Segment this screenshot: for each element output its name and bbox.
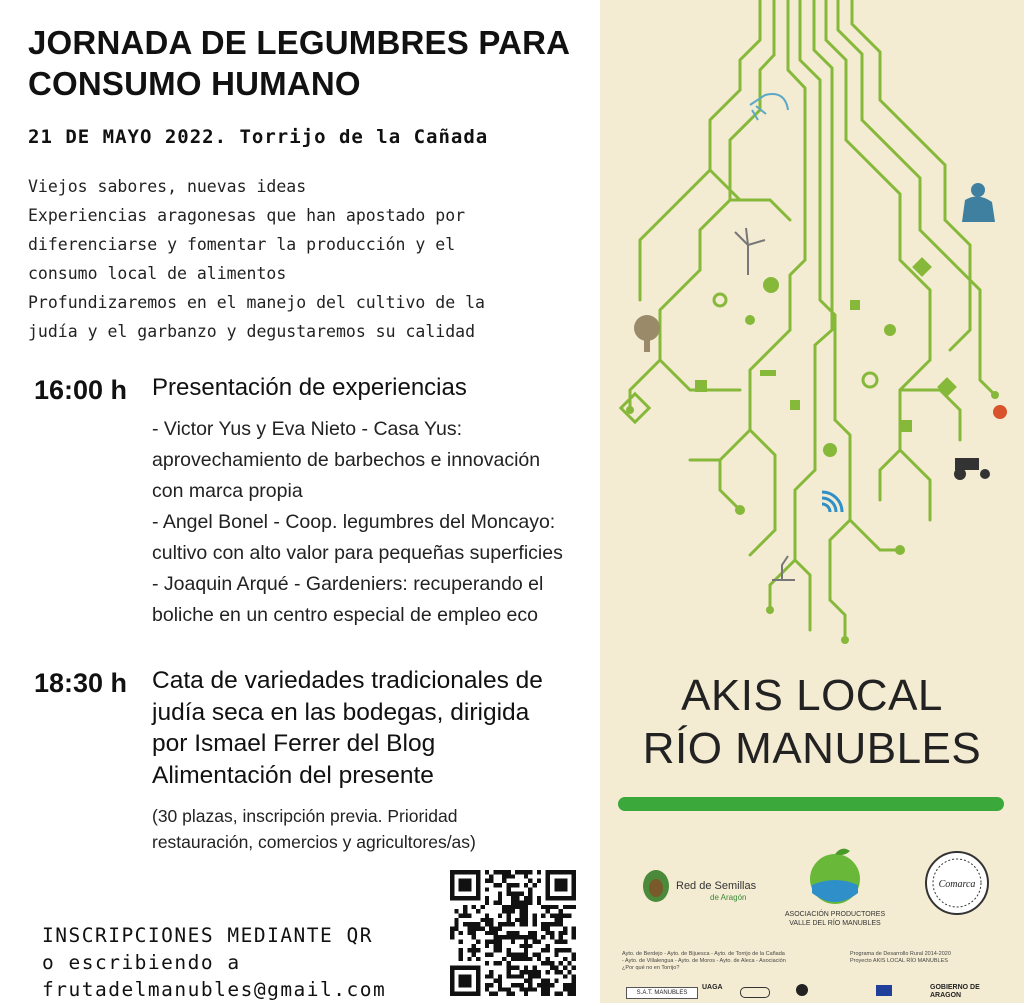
- logo-text-line: VALLE DEL RÍO MANUBLES: [789, 920, 881, 927]
- qr-code[interactable]: [450, 870, 576, 996]
- title-line-2: CONSUMO HUMANO: [28, 65, 361, 102]
- gobierno-aragon-logo: GOBIERNO DE ARAGON: [930, 984, 980, 999]
- shower-icon: [750, 94, 788, 120]
- intro-line: Profundizaremos en el manejo del cultivo de la: [28, 293, 485, 312]
- session-line: boliche en un centro especial de empleo eco: [152, 604, 538, 626]
- asociacion-text: [770, 910, 900, 928]
- session-line: - Joaquin Arqué - Gardeniers: recuperando el: [152, 573, 544, 595]
- comarca-logo: [924, 850, 990, 916]
- session-note: [152, 803, 476, 855]
- session-line: aprovechamiento de barbechos e innovación: [152, 449, 541, 471]
- session-line: - Angel Bonel - Coop. legumbres del Moncayo:: [152, 511, 556, 533]
- eu-flag-icon: [876, 985, 892, 996]
- session-line: - Victor Yus y Eva Nieto - Casa Yus:: [152, 418, 462, 440]
- footer-municipalities: [622, 951, 832, 972]
- wifi-icon: [822, 492, 842, 512]
- session-line: por Ismael Ferrer del Blog: [152, 730, 436, 757]
- session-time-1: 16:00 h: [34, 375, 128, 405]
- registration-email[interactable]: frutadelmanubles@gmail.com: [42, 978, 387, 1001]
- intro-line: Viejos sabores, nuevas ideas: [28, 177, 307, 196]
- tractor-icon: [954, 458, 990, 480]
- intro-text: [28, 172, 593, 346]
- intro-line: diferenciarse y fomentar la producción y el: [28, 235, 456, 254]
- session-line: cultivo con alto valor para pequeñas superficies: [152, 542, 563, 564]
- logo-text-line: ASOCIACIÓN PRODUCTORES: [784, 911, 886, 918]
- sponsor-logo: [740, 987, 770, 998]
- title-line-1: JORNADA DE LEGUMBRES PARA: [28, 24, 571, 61]
- footer-line: ¿Por qué no en Torrijo?: [622, 965, 680, 971]
- intro-line: Experiencias aragonesas que han apostado por: [28, 206, 466, 225]
- sponsor-logo: [796, 984, 808, 996]
- akis-title-line-2: RÍO MANUBLES: [642, 724, 982, 773]
- intro-line: judía y el garbanzo y degustaremos su calidad: [28, 322, 476, 341]
- session-details-1: [152, 414, 592, 631]
- footer-line: Ayto. de Berdejo - Ayto. de Bijuesca - Ayto. de Torrijo de la Cañada: [622, 951, 785, 957]
- footer-line: Programa de Desarrollo Rural 2014-2020: [850, 951, 951, 957]
- apple-logo: [806, 845, 864, 907]
- session-time-2: 18:30 h: [34, 668, 128, 698]
- intro-line: consumo local de alimentos: [28, 264, 287, 283]
- red-semillas-text: [676, 880, 756, 904]
- session-line: judía seca en las bodegas, dirigida: [152, 698, 530, 726]
- logo-text-line: Red de Semillas: [676, 880, 757, 892]
- akis-title-line-1: AKIS LOCAL: [681, 671, 943, 720]
- session-title-1: Presentación de experiencias: [152, 374, 467, 401]
- farmer-icon: [962, 183, 995, 222]
- session-line: con marca propia: [152, 480, 303, 502]
- sat-manubles-logo: S.A.T. MANUBLES: [626, 987, 698, 999]
- event-date: 21 DE MAYO 2022. Torrijo de la Cañada: [28, 126, 489, 148]
- session-details-2: [152, 665, 543, 791]
- windmill-icon: [735, 228, 765, 275]
- footer-line: Proyecto AKIS LOCAL RÍO MANUBLES: [850, 958, 948, 964]
- footer-program: [850, 951, 1010, 965]
- microscope-icon: [772, 556, 795, 580]
- note-line: restauración, comercios y agricultores/as): [152, 832, 476, 852]
- accent-bar: [618, 797, 1004, 811]
- registration-line: o escribiendo a: [42, 951, 241, 974]
- session-line: Alimentación del presente: [152, 761, 434, 789]
- tomato-icon: [993, 405, 1007, 419]
- circuit-tree-illustration: [600, 0, 1024, 660]
- footer-line: - Ayto. de Villalengua - Ayto. de Moros - Ayto. de Aleca - Asociación: [622, 958, 786, 964]
- session-line: Cata de variedades tradicionales de: [152, 667, 543, 694]
- uaga-logo: UAGA: [702, 984, 723, 991]
- tree-icon: [634, 315, 660, 352]
- note-line: (30 plazas, inscripción previa. Prioridad: [152, 806, 458, 826]
- avocado-logo: [638, 864, 674, 904]
- registration-line: INSCRIPCIONES MEDIANTE QR: [42, 924, 373, 947]
- event-title: [28, 22, 588, 104]
- logo-text-line: de Aragón: [710, 893, 747, 902]
- registration-info: [42, 922, 386, 1003]
- comarca-text: Comarca: [938, 879, 976, 890]
